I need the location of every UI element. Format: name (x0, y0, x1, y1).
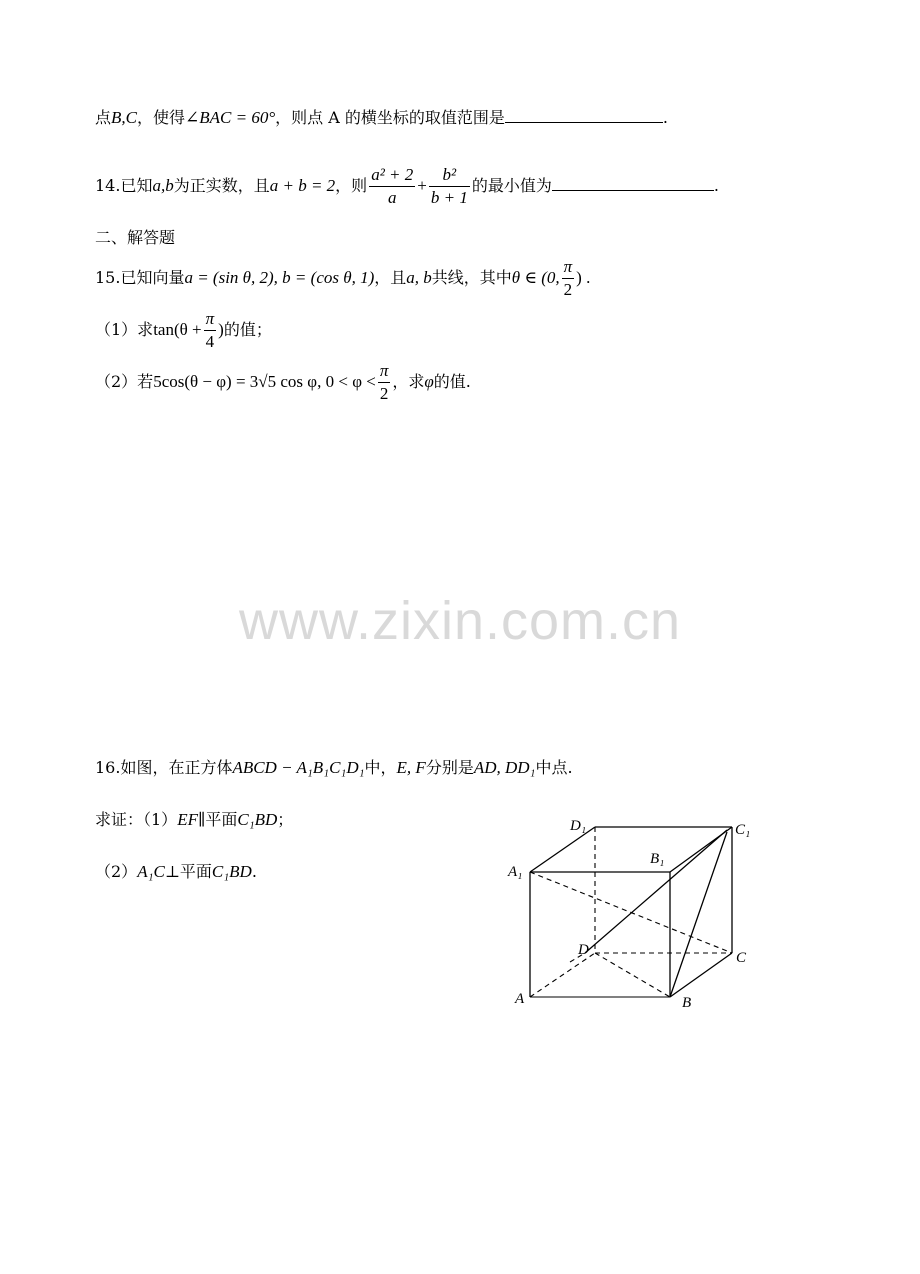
q16-part2-expr: A₁C (137, 862, 165, 881)
q15-stem (95, 256, 590, 301)
q15-part1-tail: 的值； (223, 320, 272, 339)
q16-part1-plane: C₁BD (237, 810, 278, 829)
diag-a1c (530, 872, 732, 953)
q14-fraction-1-denominator: a (387, 188, 397, 207)
q14-mid: 为正实数，且 (173, 176, 270, 195)
q16-tail: 中点. (535, 758, 573, 777)
q15-ab: a, b (406, 268, 432, 287)
label-c: C (736, 950, 747, 966)
edge-db (595, 953, 670, 997)
label-b: B (682, 995, 692, 1011)
edge-dc1 (585, 830, 727, 953)
q14-fraction-1-numerator: a² + 2 (369, 164, 415, 187)
q16-part2-end: . (251, 862, 257, 881)
q16-part2-perp: ⊥平面 (164, 862, 212, 881)
q15-part2-pi: π (378, 360, 391, 383)
label-d: D (578, 942, 589, 958)
q13-points: B,C (111, 108, 137, 127)
q16-mid: 中， (364, 758, 397, 777)
q15-pi-over-4 (204, 308, 217, 353)
watermark: www.zixin.com.cn (238, 591, 682, 651)
q15-part2-expr: 5cos(θ − φ) = 3√5 cos φ, 0 < φ < (153, 372, 376, 391)
q15-collinear: 共线，其中 (431, 268, 512, 287)
label-d1: D₁ (570, 818, 587, 834)
q15-part1-close: ) (218, 320, 224, 339)
q14-condition: a + b = 2 (269, 176, 336, 195)
q13-answer-blank[interactable] (505, 108, 663, 123)
q15-part1-label: （1）求 (95, 320, 154, 339)
q15-part2-tail: ，求 (392, 372, 425, 391)
q16-part2 (95, 862, 257, 882)
q15-mid: ，且 (374, 268, 407, 287)
q15-part1-pi: π (204, 308, 217, 331)
q14-line (95, 162, 719, 210)
q15-part1 (95, 308, 272, 353)
q15-vectors: a = (sin θ, 2), b = (cos θ, 1) (184, 268, 375, 287)
q13-end: . (662, 108, 668, 127)
q13-tail: ，则点 A 的横坐标的取值范围是 (275, 108, 505, 127)
q15-part1-expr: tan(θ + (153, 320, 202, 339)
q14-fraction-2-denominator: b + 1 (430, 188, 468, 207)
q15-part2-end: 的值. (433, 372, 471, 391)
q16-part1-end: ； (277, 810, 294, 829)
edge-bc (670, 953, 732, 997)
q13-mid: ，使得 (137, 108, 186, 127)
q16-sep: 分别是 (425, 758, 474, 777)
q14-prefix: 14.已知 (95, 176, 153, 195)
q16-part2-plane: C₁BD (211, 862, 252, 881)
q15-pi-over-2 (562, 256, 575, 301)
q15-part2-var: φ (424, 372, 434, 391)
q14-tail: 的最小值为 (471, 176, 552, 195)
label-a1: A₁ (508, 864, 523, 880)
section-heading: 二、解答题 (95, 228, 176, 247)
q15-part2-two: 2 (379, 384, 389, 403)
q14-answer-blank[interactable] (552, 176, 714, 191)
label-c1: C₁ (735, 822, 751, 838)
q16-cube: ABCD − A₁B₁C₁D₁ (232, 758, 365, 777)
q15-part1-four: 4 (205, 332, 215, 351)
q16-ad: AD, DD₁ (473, 758, 536, 777)
q14-fraction-2 (429, 164, 470, 209)
q13-prefix: 点 (95, 108, 112, 127)
label-b1: B₁ (650, 851, 665, 867)
q15-two: 2 (563, 280, 573, 299)
q16-prefix: 16.如图，在正方体 (95, 758, 233, 777)
q14-end: . (713, 176, 719, 195)
q15-range: θ ∈ (0, (511, 268, 560, 287)
q14-plus: + (417, 176, 427, 195)
q14-then: ，则 (335, 176, 368, 195)
q15-prefix: 15.已知向量 (95, 268, 185, 287)
q15-close: ) . (576, 268, 591, 287)
q14-fraction-2-numerator: b² (429, 164, 470, 187)
q13-line (95, 108, 668, 128)
label-a: A (515, 991, 525, 1007)
edge-ad (530, 953, 595, 997)
q14-fraction-1 (369, 164, 415, 209)
q16-part1-parallel: ∥平面 (197, 810, 238, 829)
q16-stem (95, 758, 573, 778)
q16-part1-expr: EF (177, 810, 198, 829)
q16-ef: E, F (396, 758, 426, 777)
q13-angle: ∠BAC = 60° (185, 108, 276, 127)
q16-part1-label: 求证：（1） (95, 810, 178, 829)
q14-vars: a,b (152, 176, 174, 195)
q15-pi: π (562, 256, 575, 279)
q15-part2-pi-over-2 (378, 360, 391, 405)
q15-part2-label: （2）若 (95, 372, 154, 391)
q16-part2-label: （2） (95, 862, 138, 881)
q15-part2 (95, 360, 471, 405)
cube-figure (505, 810, 765, 1025)
q16-part1 (95, 810, 293, 830)
edge-bc1 (670, 832, 727, 997)
